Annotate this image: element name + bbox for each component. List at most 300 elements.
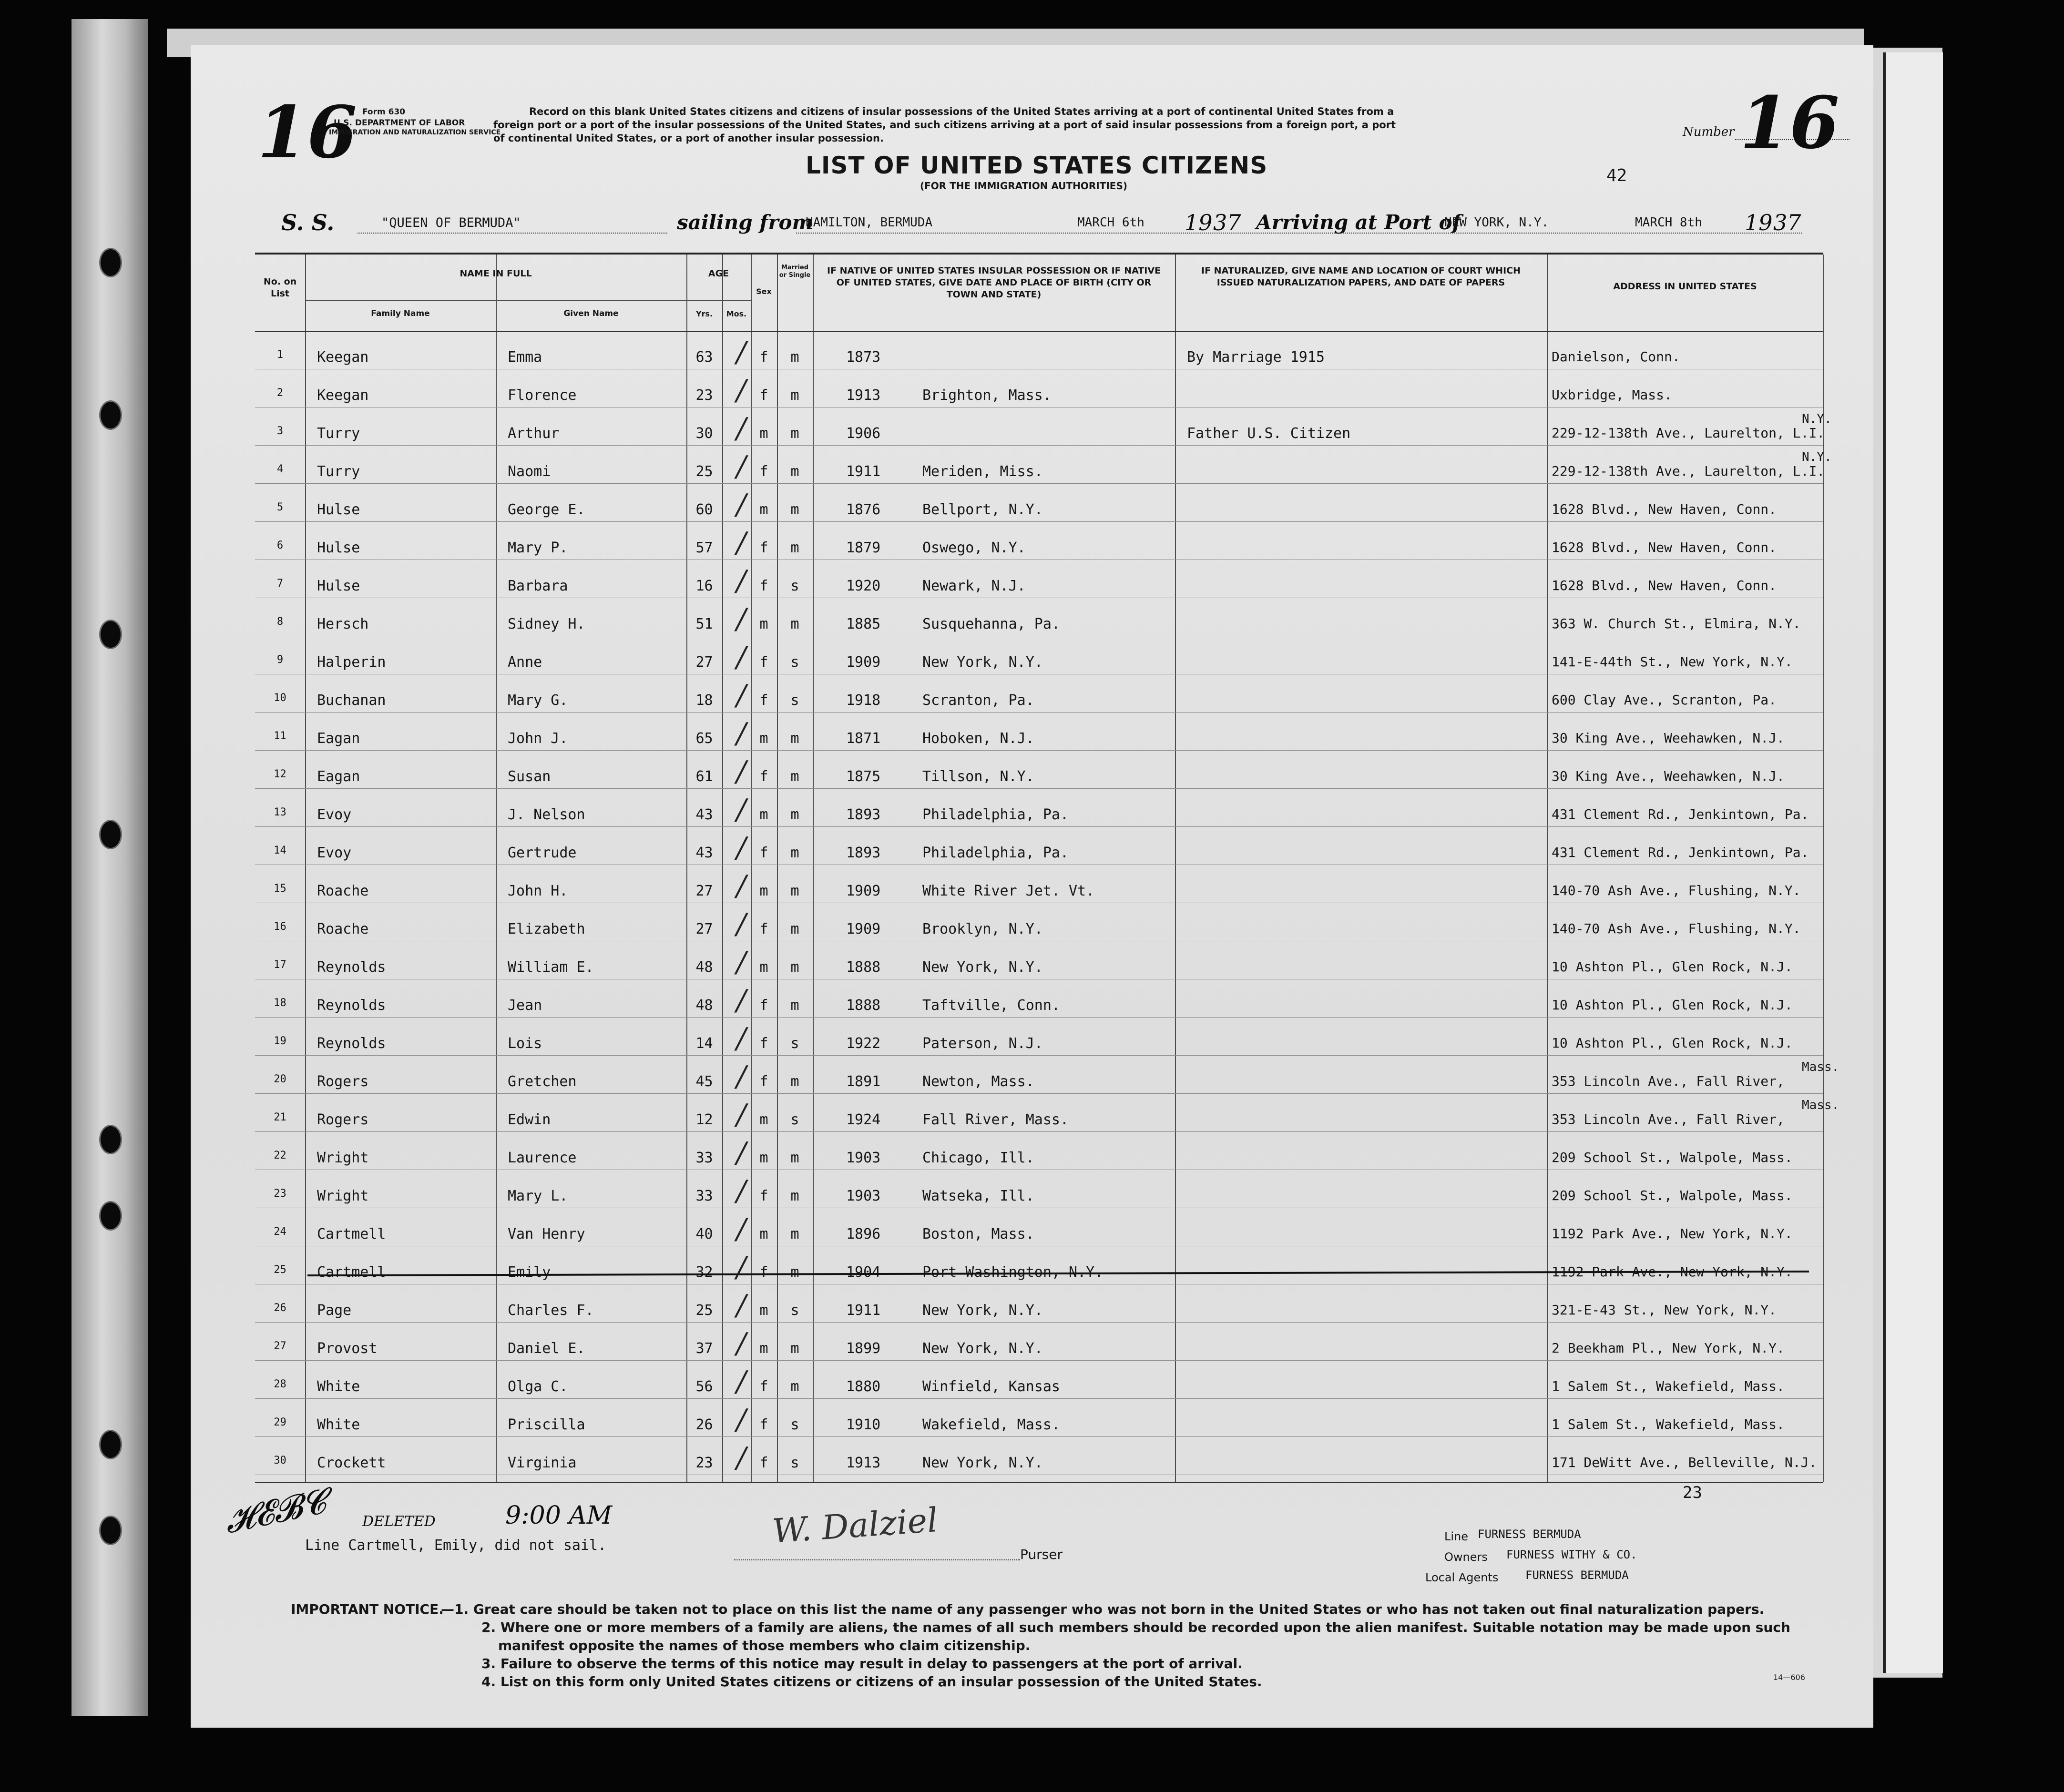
header-subrule [305,300,751,301]
us-address: 353 Lincoln Ave., Fall River, [1552,1073,1785,1089]
punch-hole [99,400,122,430]
arrival-year: 37 [1773,210,1801,235]
family-name: Rogers [317,1073,369,1090]
family-name: Hulse [317,540,360,556]
departure-port: HAMILTON, BERMUDA [806,215,933,230]
family-name: Wright [317,1150,369,1166]
family-name: Page [317,1302,352,1319]
us-address: 353 Lincoln Ave., Fall River, [1552,1111,1785,1127]
check-tick: / [736,1365,746,1398]
given-name: Florence [508,387,577,404]
us-address: 1 Salem St., Wakefield, Mass. [1552,1378,1785,1394]
address-note: N.Y. [1802,412,1832,426]
check-tick: / [736,755,746,788]
us-address: 140-70 Ash Ave., Flushing, N.Y. [1552,921,1801,937]
row-number: 7 [276,578,284,590]
check-tick: / [736,336,746,369]
notice-item-2: 2. Where one or more members of a family are aliens, the names of all such members should be recorded upon the alien manifest. Suitable notation may be made upon such [481,1619,1790,1635]
us-address: 171 DeWitt Ave., Belleville, N.J. [1552,1455,1817,1470]
check-tick: / [736,412,746,445]
marital-status: m [790,1226,799,1242]
check-tick: / [736,488,746,521]
check-tick: / [736,450,746,483]
punch-hole [99,248,122,277]
us-address: 30 King Ave., Weehawken, N.J. [1552,768,1785,784]
arriving-label: Arriving at Port of [1256,211,1461,234]
sex: m [759,616,768,632]
binding-strip [72,19,148,1716]
given-name: Sidney H. [508,616,585,632]
notice-item-3: 3. Failure to observe the terms of this notice may result in delay to passengers at the port of arrival. [481,1656,1243,1671]
sex: m [759,883,768,899]
line-value: FURNESS BERMUDA [1478,1527,1581,1541]
sex: f [759,578,768,594]
marital-status: m [790,1378,799,1395]
given-name: Virginia [508,1455,577,1471]
sex: f [759,921,768,937]
department: U.S. DEPARTMENT OF LABOR [334,118,465,128]
header-bottom-rule [255,331,1823,332]
check-tick: / [736,1136,746,1170]
birth-year: 1879 [846,540,881,556]
col-rule [496,255,497,1482]
marital-status: s [790,1455,799,1471]
page-tally: 23 [1683,1483,1702,1502]
birth-place: Meriden, Miss. [922,463,1043,480]
birth-year: 1893 [846,806,881,823]
row-number: 17 [274,959,286,971]
check-tick: / [736,1022,746,1055]
age-years: 16 [695,578,713,594]
birth-place: New York, N.Y. [922,1302,1043,1319]
age-years: 57 [695,540,713,556]
family-name: Crockett [317,1455,386,1471]
family-name: Turry [317,425,360,442]
sex: f [759,997,768,1014]
marital-status: s [790,1416,799,1433]
birth-year: 1903 [846,1150,881,1166]
row-rule [255,1398,1823,1399]
family-name: Reynolds [317,997,386,1014]
given-name: Priscilla [508,1416,585,1433]
citizen-list-table [255,253,1839,1483]
row-rule [255,1017,1823,1018]
marital-status: m [790,349,799,366]
birth-place: Tillson, N.Y. [922,768,1034,785]
sex: m [759,1302,768,1319]
birth-place: Boston, Mass. [922,1226,1034,1242]
notice-heading: IMPORTANT NOTICE. [291,1601,444,1617]
row-number: 6 [276,540,284,551]
age-years: 27 [695,654,713,671]
birth-year: 1909 [846,883,881,899]
year-prefix-2: 19 [1745,210,1773,235]
birth-year: 1896 [846,1226,881,1242]
row-number: 24 [274,1226,286,1238]
birth-place: Bellport, N.Y. [922,501,1043,518]
birth-year: 1893 [846,845,881,861]
row-number: 14 [274,845,286,856]
purser-signature: W. Dalziel [771,1500,939,1551]
us-address: 209 School St., Walpole, Mass. [1552,1150,1793,1165]
owners-label: Owners [1444,1550,1488,1564]
sail-year: 37 [1213,210,1241,235]
marital-status: m [790,425,799,442]
check-tick: / [736,717,746,750]
birth-place: Chicago, Ill. [922,1150,1034,1166]
row-number: 29 [274,1416,286,1428]
col-header-age: AGE [708,268,729,279]
family-name: Hulse [317,501,360,518]
birth-year: 1913 [846,387,881,404]
marital-status: m [790,730,799,747]
check-tick: / [736,1251,746,1284]
birth-year: 1918 [846,692,881,709]
age-years: 18 [695,692,713,709]
us-address: Uxbridge, Mass. [1552,387,1672,403]
sex: f [759,540,768,556]
sex: f [759,692,768,709]
family-name: White [317,1378,360,1395]
family-name: Keegan [317,349,369,366]
year-prefix-1: 19 [1185,210,1213,235]
birth-place: Paterson, N.J. [922,1035,1043,1052]
notice-item-4: 4. List on this form only United States citizens or citizens of an insular possession of the United States. [481,1674,1262,1690]
check-tick: / [736,526,746,560]
check-tick: / [736,1174,746,1208]
marital-status: s [790,1035,799,1052]
us-address: 1628 Blvd., New Haven, Conn. [1552,578,1777,593]
row-number: 5 [276,501,284,513]
check-tick: / [736,1441,746,1475]
given-name: Mary P. [508,540,568,556]
marital-status: s [790,1111,799,1128]
given-name: Gertrude [508,845,577,861]
row-rule [255,521,1823,522]
family-name: Rogers [317,1111,369,1128]
row-number: 8 [276,616,284,628]
birth-place: Susquehanna, Pa. [922,616,1060,632]
birth-year: 1891 [846,1073,881,1090]
us-address: 141-E-44th St., New York, N.Y. [1552,654,1793,670]
age-years: 12 [695,1111,713,1128]
given-name: Jean [508,997,542,1014]
marital-status: s [790,1302,799,1319]
row-number: 16 [274,921,286,933]
marital-status: m [790,616,799,632]
col-header-sex: Sex [756,287,772,296]
col-header-address: ADDRESS IN UNITED STATES [1613,281,1757,292]
col-rule [722,255,723,1482]
birth-place: Brighton, Mass. [922,387,1052,404]
birth-year: 1924 [846,1111,881,1128]
notice-item-2b: manifest opposite the names of those members who claim citizenship. [498,1638,1031,1653]
birth-place: Brooklyn, N.Y. [922,921,1043,937]
row-rule [255,1131,1823,1132]
marital-status: m [790,1073,799,1090]
given-name: Gretchen [508,1073,577,1090]
form-number: Form 630 [362,107,406,117]
given-name: Emily [508,1264,551,1281]
form-title: LIST OF UNITED STATES CITIZENS [806,152,1268,179]
birth-year: 1913 [846,1455,881,1471]
row-number: 12 [274,768,286,780]
row-number: 22 [274,1150,286,1161]
check-tick: / [736,1403,746,1436]
address-note: Mass. [1802,1060,1839,1074]
col-rule [1175,255,1176,1482]
given-name: Daniel E. [508,1340,585,1357]
sex: m [759,425,768,442]
intro-text-line-1: Record on this blank United States citizens and citizens of insular possessions of the United States arriving at a port of continental United States from a [529,106,1394,117]
sex: m [759,959,768,976]
family-name: Hersch [317,616,369,632]
sex: f [759,1188,768,1204]
us-address: 1628 Blvd., New Haven, Conn. [1552,501,1777,517]
age-years: 60 [695,501,713,518]
birth-place: Winfield, Kansas [922,1378,1060,1395]
us-address: 10 Ashton Pl., Glen Rock, N.J. [1552,959,1793,975]
sex: m [759,1111,768,1128]
birth-place: Scranton, Pa. [922,692,1034,709]
age-years: 48 [695,959,713,976]
given-name: Emma [508,349,542,366]
row-number: 15 [274,883,286,895]
sex: f [759,845,768,861]
given-name: William E. [508,959,594,976]
owners-value: FURNESS WITHY & CO. [1506,1548,1637,1561]
birth-place: White River Jet. Vt. [922,883,1095,899]
corner-page-mark: 16 [257,91,357,174]
col-header-birth: IF NATIVE OF UNITED STATES INSULAR POSSESSION OR IF NATIVE OF UNITED STATES, GIVE DATE AND PLACE OF BIRTH (CITY OR TOWN AND STATE) [827,265,1161,300]
sex: f [759,1455,768,1471]
check-tick: / [736,907,746,941]
given-name: Mary G. [508,692,568,709]
check-tick: / [736,793,746,826]
row-number: 10 [274,692,286,704]
marital-status: m [790,501,799,518]
row-rule [255,1093,1823,1094]
stamp-number: 42 [1606,166,1627,185]
check-tick: / [736,869,746,903]
punch-hole [99,1125,122,1154]
punch-hole [99,820,122,849]
birth-year: 1920 [846,578,881,594]
marital-status: m [790,387,799,404]
us-address: 363 W. Church St., Elmira, N.Y. [1552,616,1801,631]
col-header-given: Given Name [563,309,619,318]
birth-place: Philadelphia, Pa. [922,845,1069,861]
age-years: 27 [695,883,713,899]
sex: m [759,1226,768,1242]
time-note: 9:00 AM [505,1501,613,1530]
row-number: 21 [274,1111,286,1123]
marital-status: s [790,654,799,671]
check-tick: / [736,374,746,407]
check-tick: / [736,1327,746,1360]
address-note: Mass. [1802,1098,1839,1112]
row-number: 13 [274,806,286,818]
punch-hole [99,1201,122,1231]
age-years: 25 [695,1302,713,1319]
age-years: 65 [695,730,713,747]
family-name: Provost [317,1340,378,1357]
col-header-married: Married or Single [779,264,811,279]
marital-status: m [790,1188,799,1204]
birth-year: 1885 [846,616,881,632]
row-number: 4 [276,463,284,475]
birth-place: Wakefield, Mass. [922,1416,1060,1433]
sex: f [759,1378,768,1395]
age-years: 25 [695,463,713,480]
row-rule [255,1055,1823,1056]
age-years: 32 [695,1264,713,1281]
marital-status: m [790,959,799,976]
birth-place: New York, N.Y. [922,1455,1043,1471]
birth-place: Port Washington, N.Y. [922,1264,1104,1281]
birth-year: 1876 [846,501,881,518]
us-address: 431 Clement Rd., Jenkintown, Pa. [1552,806,1809,822]
family-name: Reynolds [317,959,386,976]
birth-year: 1888 [846,959,881,976]
family-name: Hulse [317,578,360,594]
row-rule [255,1322,1823,1323]
birth-place: Watseka, Ill. [922,1188,1034,1204]
naturalization-info: Father U.S. Citizen [1187,425,1351,442]
given-name: Olga C. [508,1378,568,1395]
family-name: Keegan [317,387,369,404]
arrival-date: MARCH 8th [1635,215,1702,230]
birth-year: 1910 [846,1416,881,1433]
row-rule [255,788,1823,789]
birth-year: 1909 [846,921,881,937]
birth-place: New York, N.Y. [922,654,1043,671]
row-rule [255,483,1823,484]
sail-date: MARCH 6th [1077,215,1144,230]
given-name: Anne [508,654,542,671]
us-address: 2 Beekham Pl., New York, N.Y. [1552,1340,1785,1356]
ship-underline [358,233,667,234]
age-years: 26 [695,1416,713,1433]
age-years: 56 [695,1378,713,1395]
age-years: 40 [695,1226,713,1242]
number-label: Number [1683,125,1735,139]
us-address: 229-12-138th Ave., Laurelton, L.I. [1552,425,1825,441]
sex: m [759,730,768,747]
given-name: George E. [508,501,585,518]
col-rule [305,255,306,1482]
family-name: Evoy [317,806,352,823]
given-name: Barbara [508,578,568,594]
sex: f [759,1416,768,1433]
given-name: John J. [508,730,568,747]
marital-status: m [790,845,799,861]
sailing-from-label: sailing from [677,211,813,234]
age-years: 27 [695,921,713,937]
row-number: 3 [276,425,284,437]
us-address: 10 Ashton Pl., Glen Rock, N.J. [1552,997,1793,1013]
check-tick: / [736,1060,746,1093]
punch-hole [99,620,122,649]
ship-name: "QUEEN OF BERMUDA" [381,215,521,230]
sex: m [759,501,768,518]
row-rule [255,826,1823,827]
us-address: 30 King Ave., Weehawken, N.J. [1552,730,1785,746]
us-address: 600 Clay Ave., Scranton, Pa. [1552,692,1777,708]
agents-value: FURNESS BERMUDA [1525,1568,1629,1582]
birth-year: 1909 [846,654,881,671]
us-address: 229-12-138th Ave., Laurelton, L.I. [1552,463,1825,479]
birth-year: 1903 [846,1188,881,1204]
birth-year: 1911 [846,463,881,480]
check-tick: / [736,831,746,865]
family-name: Eagan [317,730,360,747]
us-address: 1192 Park Ave., New York, N.Y. [1552,1264,1793,1280]
marital-status: m [790,540,799,556]
birth-year: 1911 [846,1302,881,1319]
intro-text-line-2: foreign port or a port of the insular possessions of the United States, and such citizens arriving at a port of said insular possessions from a foreign port, a port [493,119,1396,131]
check-tick: / [736,1289,746,1322]
birth-year: 1899 [846,1340,881,1357]
birth-place: Oswego, N.Y. [922,540,1026,556]
check-tick: / [736,984,746,1017]
us-address: 1628 Blvd., New Haven, Conn. [1552,540,1777,555]
row-rule [255,445,1823,446]
birth-place: New York, N.Y. [922,1340,1043,1357]
check-tick: / [736,1098,746,1131]
family-name: Reynolds [317,1035,386,1052]
marital-status: m [790,1264,799,1281]
age-years: 14 [695,1035,713,1052]
age-years: 63 [695,349,713,366]
birth-place: New York, N.Y. [922,959,1043,976]
sex: f [759,1073,768,1090]
check-tick: / [736,602,746,636]
age-years: 33 [695,1150,713,1166]
family-name: Evoy [317,845,352,861]
row-rule [255,1436,1823,1437]
row-number: 2 [276,387,284,399]
intro-text-line-3: of continental United States, or a port of another insular possession. [493,132,884,144]
row-number: 1 [276,349,284,361]
service: IMMIGRATION AND NATURALIZATION SERVICE [329,129,501,136]
age-years: 45 [695,1073,713,1090]
row-number: 11 [274,730,286,742]
given-name: John H. [508,883,568,899]
us-address: 209 School St., Walpole, Mass. [1552,1188,1793,1203]
sex: m [759,806,768,823]
check-tick: / [736,641,746,674]
marital-status: m [790,1340,799,1357]
footer-code: 14—606 [1773,1673,1805,1682]
sex: f [759,1035,768,1052]
notice-item-1: —1. Great care should be taken not to place on this list the name of any passenger who was not born in the United States or who has not taken out final naturalization papers. [441,1601,1765,1617]
family-name: Cartmell [317,1226,386,1242]
age-years: 43 [695,806,713,823]
row-number: 27 [274,1340,286,1352]
row-rule [255,750,1823,751]
given-name: Arthur [508,425,560,442]
family-name: White [317,1416,360,1433]
age-years: 37 [695,1340,713,1357]
col-header-yrs: Yrs. [695,309,713,318]
arrival-port: NEW YORK, N.Y. [1444,215,1549,230]
birth-place: Newton, Mass. [922,1073,1034,1090]
age-years: 30 [695,425,713,442]
row-number: 23 [274,1188,286,1200]
address-note: N.Y. [1802,450,1832,464]
given-name: Laurence [508,1150,577,1166]
